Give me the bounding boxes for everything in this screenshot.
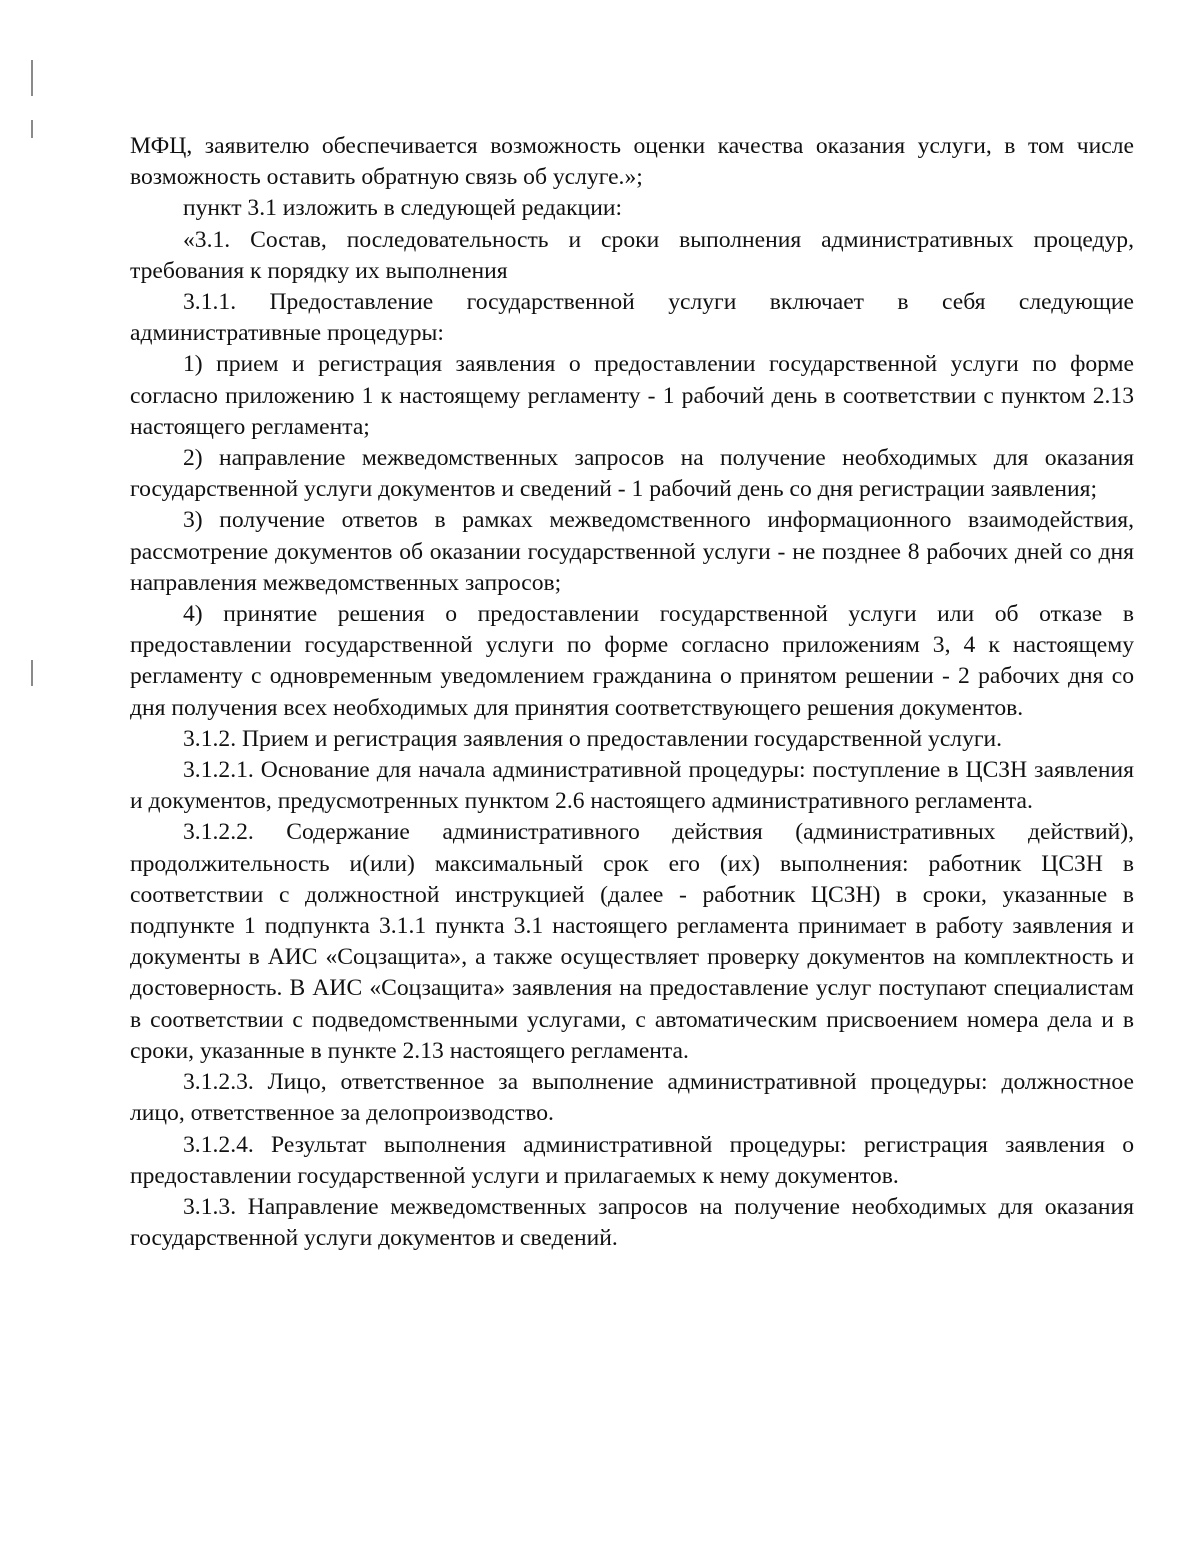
- document-body: [130, 131, 1134, 1254]
- paragraph-section-3-1-2-4: 3.1.2.4. Результат выполнения административной процедуры: регистрация заявления о предоставлении государственной услуги и прилагаемых к нему документов.: [130, 1131, 1134, 1189]
- paragraph-procedure-4: 4) принятие решения о предоставлении государственной услуги или об отказе в предоставлении государственной услуги по форме согласно приложениям 3, 4 к настоящему регламенту с одновременным уведомлением гражданина о принятом решении - 2 рабочих дня со дня получения всех необходимых для принятия соответствующего решения документов.: [130, 601, 1134, 721]
- paragraph-section-3-1-3: 3.1.3. Направление межведомственных запросов на получение необходимых для оказания государственной услуги документов и сведений.: [130, 1193, 1134, 1252]
- paragraph-procedure-3: 3) получение ответов в рамках межведомственного информационного взаимодействия, рассмотрение документов об оказании государственной услуги - не позднее 8 рабочих дней со дня направления межведомственных запросов;: [130, 507, 1134, 596]
- scan-edge-mark: [31, 60, 33, 96]
- paragraph-procedure-1: 1) прием и регистрация заявления о предоставлении государственной услуги по форме согласно приложению 1 к настоящему регламенту - 1 рабочий день в соответствии с пунктом 2.13 настоящего регламента;: [130, 351, 1134, 440]
- paragraph-section-3-1-2-3: 3.1.2.3. Лицо, ответственное за выполнение административной процедуры: должностное лицо, ответственное за делопроизводство.: [130, 1069, 1134, 1127]
- paragraph-section-3-1-2-2: 3.1.2.2. Содержание административного действия (административных действий), продолжительность и(или) максимальный срок его (их) выполнения: работник ЦСЗН в соответствии с должностной инструкцией (далее - работник ЦСЗН) в сроки, указанные в подпункте 1 подпункта 3.1.1 пункта 3.1 настоящего регламента принимает в работу заявления и документы в АИС «Соцзащита», а также осуществляет проверку документов на комплектность и достоверность. В АИС «Соцзащита» заявления на предоставление услуг поступают специалистам в соответствии с подведомственными услугами, с автоматическим присвоением номера дела и в сроки, указанные в пункте 2.13 настоящего регламента.: [130, 819, 1134, 1064]
- paragraph-procedure-2: 2) направление межведомственных запросов на получение необходимых для оказания государственной услуги документов и сведений - 1 рабочий день со дня регистрации заявления;: [130, 445, 1134, 503]
- scan-edge-mark: [31, 660, 33, 686]
- paragraph-section-3-1-2-1: 3.1.2.1. Основание для начала административной процедуры: поступление в ЦСЗН заявления и документов, предусмотренных пунктом 2.6 настоящего административного регламента.: [130, 757, 1134, 815]
- paragraph-section-3-1-1: 3.1.1. Предоставление государственной услуги включает в себя следующие административные процедуры:: [130, 289, 1134, 347]
- paragraph-section-3-1: «3.1. Состав, последовательность и сроки выполнения административных процедур, требования к порядку их выполнения: [130, 226, 1134, 284]
- scan-edge-mark: [31, 120, 33, 138]
- paragraph-section-3-1-2: 3.1.2. Прием и регистрация заявления о предоставлении государственной услуги.: [183, 725, 1003, 752]
- paragraph-amendment-intro: пункт 3.1 изложить в следующей редакции:: [183, 195, 622, 222]
- paragraph-continuation: МФЦ, заявителю обеспечивается возможность оценки качества оказания услуги, в том числе возможность оставить обратную связь об услуге.»;: [130, 133, 1134, 191]
